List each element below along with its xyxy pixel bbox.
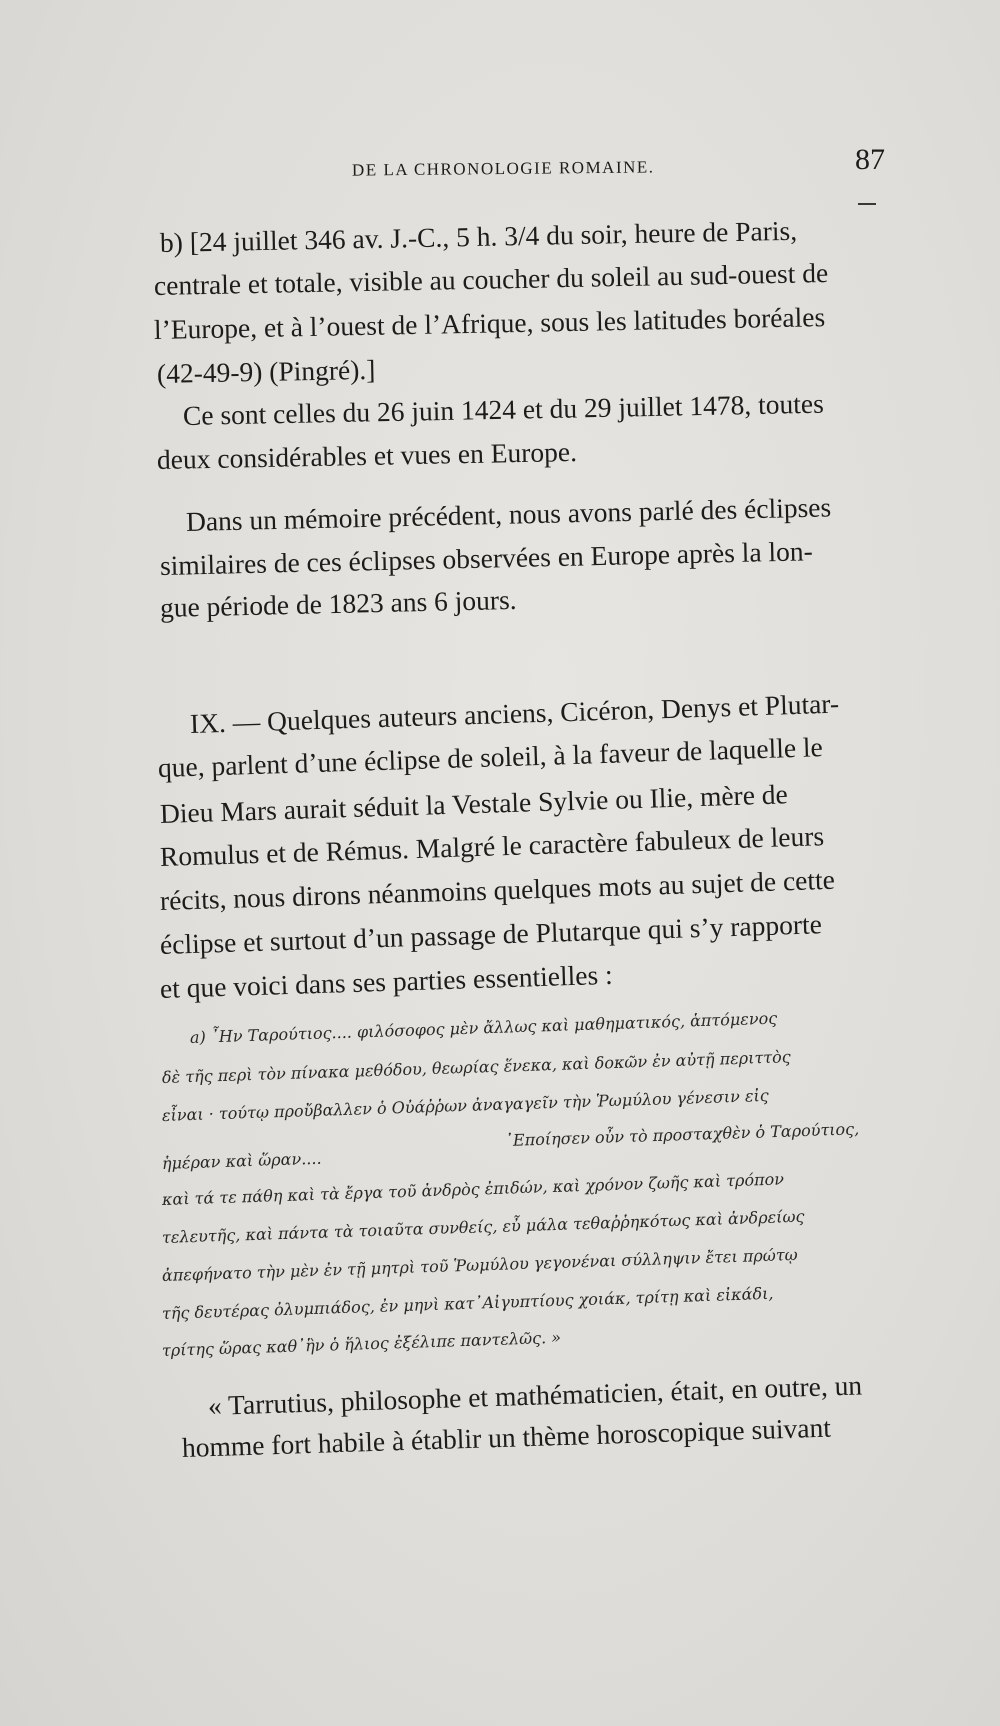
paragraph-memoire-line: similaires de ces éclipses observées en Europe après la lon- — [159, 535, 814, 581]
greek-quote-line: καὶ τά τε πάθη καὶ τὰ ἔργα τοῦ ἀνδρὸς ἐπιδών, καὶ χρόνον ζωῆς καὶ τρόπον — [161, 1169, 785, 1209]
section-ix-line: et que voici dans ses parties essentielles : — [159, 958, 614, 1004]
greek-quote-line: τῆς δευτέρας ὀλυμπιάδος, ἐν μηνὶ κατ᾿Αἰγυπτίους χοιάκ, τρίτῃ καὶ εἰκάδι, — [161, 1283, 774, 1323]
running-header: DE LA CHRONOLOGIE ROMAINE. — [351, 157, 655, 180]
greek-quote-line: εἶναι · τούτῳ προὔβαλλεν ὁ Οὐάῤῥων ἀναγαγεῖν τὴν Ῥωμύλου γένεσιν εἰς — [161, 1085, 770, 1125]
paragraph-b-line: centrale et totale, visible au coucher du soleil au sud-ouest de — [153, 257, 829, 301]
paragraph-b-line: Ce sont celles du 26 juin 1424 et du 29 juillet 1478, toutes — [182, 387, 825, 431]
paragraph-b-line: (42-49-9) (Pingré).] — [156, 353, 376, 389]
section-ix-line: éclipse et surtout d’un passage de Plutarque qui s’y rapporte — [159, 908, 823, 960]
paragraph-b-line: deux considérables et vues en Europe. — [156, 435, 578, 475]
section-ix-line: Dieu Mars aurait séduit la Vestale Sylvie ou Ilie, mère de — [159, 778, 789, 829]
greek-quote-line: ᾿Εποίησεν οὖν τὸ προσταχθὲν ὁ Ταρούτιος, — [504, 1119, 860, 1150]
translation-line: homme fort habile à établir un thème horoscopique suivant — [181, 1411, 832, 1463]
greek-quote-line: a) ῏Ην Ταρούτιος.... φιλόσοφος μὲν ἄλλως καὶ μαθηματικός, ἁπτόμενος — [189, 1008, 778, 1047]
section-ix-line: récits, nous dirons néanmoins quelques mots au sujet de cette — [159, 863, 836, 916]
section-ix-line: Romulus et de Rémus. Malgré le caractère fabuleux de leurs — [159, 820, 825, 872]
greek-quote-line: τρίτης ὥρας καθ᾿ἣν ὁ ἥλιος ἐξέλιπε παντελῶς. » — [161, 1327, 562, 1360]
paragraph-b-line: b) [24 juillet 346 av. J.-C., 5 h. 3/4 du soir, heure de Paris, — [159, 214, 798, 258]
greek-quote-line: ἀπεφήνατο τὴν μὲν ἐν τῇ μητρὶ τοῦ Ῥωμύλου γεγονέναι σύλληψιν ἔτει πρώτῳ — [161, 1244, 798, 1285]
section-ix-line: que, parlent d’une éclipse de soleil, à la faveur de laquelle le — [157, 731, 824, 783]
greek-quote-line: τελευτῆς, καὶ πάντα τὰ τοιαῦτα συνθείς, εὖ μάλα τεθαῤῥηκότως καὶ ἀνδρείως — [161, 1206, 805, 1247]
header-dash — [858, 203, 876, 205]
paragraph-memoire-line: Dans un mémoire précédent, nous avons parlé des éclipses — [185, 491, 832, 537]
greek-quote-line: δὲ τῆς περὶ τὸν πίνακα μεθόδου, θεωρίας ἕνεκα, καὶ δοκῶν ἐν αὐτῇ περιττὸς — [161, 1047, 791, 1087]
greek-quote-line: ἡμέραν καὶ ὥραν.... — [161, 1148, 322, 1173]
page-number: 87 — [855, 143, 885, 176]
section-ix-line: IX. — Quelques auteurs anciens, Cicéron, Denys et Plutar- — [189, 687, 840, 739]
translation-line: « Tarrutius, philosophe et mathématicien, était, en outre, un — [207, 1369, 863, 1421]
paragraph-b-line: l’Europe, et à l’ouest de l’Afrique, sous les latitudes boréales — [153, 301, 826, 345]
paragraph-memoire-line: gue période de 1823 ans 6 jours. — [159, 583, 517, 623]
